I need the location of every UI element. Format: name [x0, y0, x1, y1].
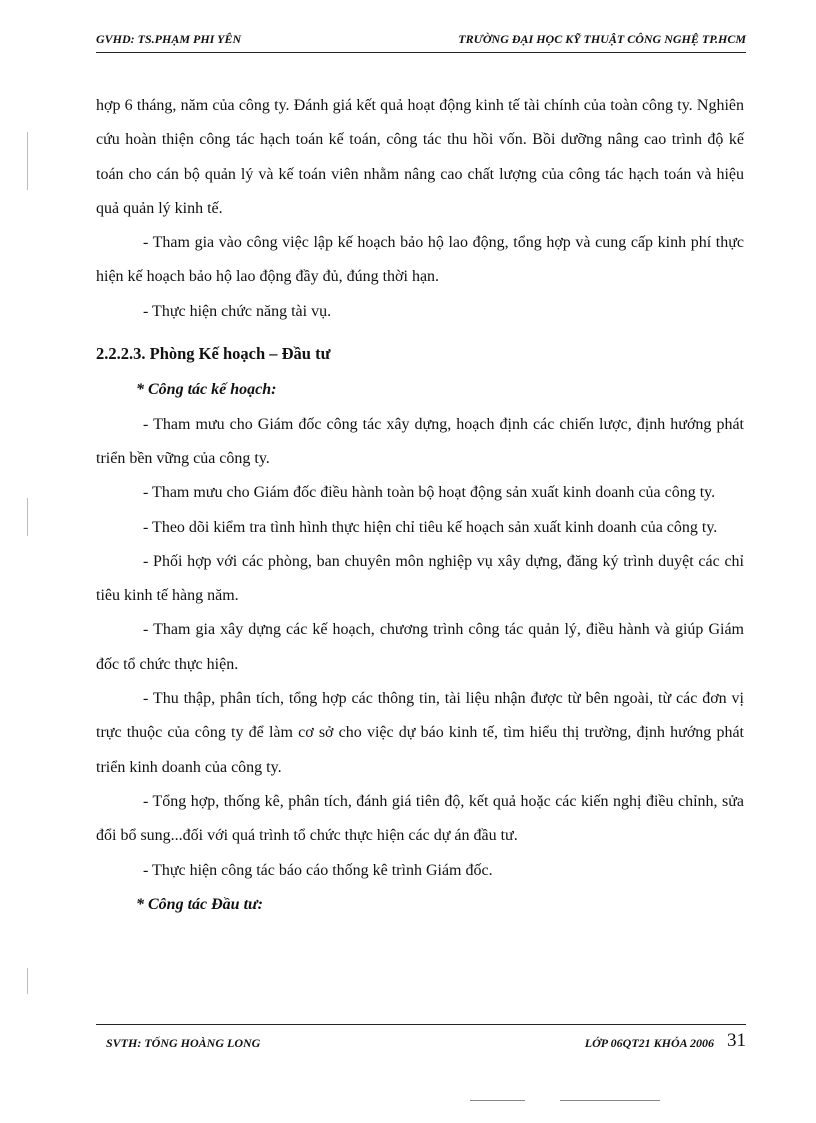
paragraph: - Tham gia vào công việc lập kế hoạch bảo hộ lao động, tổng hợp và cung cấp kinh phí thực hiện kế hoạch bảo hộ lao động đầy đủ, đúng thời hạn.: [96, 234, 744, 286]
paragraph: - Tổng hợp, thống kê, phân tích, đánh giá tiên độ, kết quả hoặc các kiến nghị điều chỉnh, sửa đổi bổ sung...đối với quá trình tổ chức thực hiện các dự án đầu tư.: [96, 792, 744, 845]
header-divider: [96, 52, 746, 53]
paragraph: - Phối hợp với các phòng, ban chuyên môn nghiệp vụ xây dựng, đăng ký trình duyệt các chỉ tiêu kinh tế hàng năm.: [96, 552, 744, 605]
footer-divider: [96, 1024, 746, 1025]
page-number: 31: [727, 1030, 746, 1051]
paragraph: - Tham mưu cho Giám đốc công tác xây dựng, hoạch định các chiến lược, định hướng phát triển bền vững của công ty.: [96, 415, 744, 467]
scan-margin-mark: [27, 968, 28, 994]
scan-artifact-line: [560, 1100, 660, 1101]
section-heading: 2.2.2.3. Phòng Kế hoạch – Đầu tư: [96, 344, 331, 364]
scan-margin-mark: [27, 498, 28, 536]
subsection-heading: * Công tác kế hoạch:: [136, 381, 277, 399]
header-university: TRƯỜNG ĐẠI HỌC KỸ THUẬT CÔNG NGHỆ TP.HCM: [458, 32, 746, 46]
paragraph: - Tham mưu cho Giám đốc điều hành toàn bộ hoạt động sản xuất kinh doanh của công ty.: [143, 484, 716, 502]
scan-margin-mark: [27, 132, 28, 190]
paragraph: - Thực hiện chức năng tài vụ.: [143, 302, 332, 320]
paragraph: - Tham gia xây dựng các kế hoạch, chương trình công tác quản lý, điều hành và giúp Giám đốc tổ chức thực hiện.: [96, 621, 744, 673]
paragraph: - Theo dõi kiểm tra tình hình thực hiện chỉ tiêu kế hoạch sản xuất kinh doanh của công ty.: [143, 518, 718, 536]
scan-artifact-line: [470, 1100, 525, 1101]
page-body: [96, 89, 744, 922]
paragraph: - Thu thập, phân tích, tổng hợp các thông tin, tài liệu nhận được từ bên ngoài, từ các đơn vị trực thuộc của công ty để làm cơ sở cho việc dự báo kinh tế, tìm hiểu thị trường, định hướng phát triển kinh doanh của công ty.: [96, 690, 744, 776]
header-advisor: GVHD: TS.PHẠM PHI YÊN: [96, 32, 242, 46]
subsection-heading: * Công tác Đầu tư:: [136, 895, 263, 913]
footer-class: LỚP 06QT21 KHÓA 2006: [584, 1036, 714, 1050]
paragraph: - Thực hiện công tác báo cáo thống kê trình Giám đốc.: [143, 861, 493, 879]
footer-student: SVTH: TỐNG HOÀNG LONG: [106, 1036, 261, 1050]
paragraph: hợp 6 tháng, năm của công ty. Đánh giá kết quả hoạt động kinh tế tài chính của toàn công ty. Nghiên cứu hoàn thiện công tác hạch toán kế toán, công tác thu hồi vốn. Bồi dưỡng nâng cao trình độ kế toán cho cán bộ quản lý và kế toán viên nhằm nâng cao chất lượng của công tác hạch toán và hiệu quả quản lý kinh tế.: [96, 97, 744, 217]
